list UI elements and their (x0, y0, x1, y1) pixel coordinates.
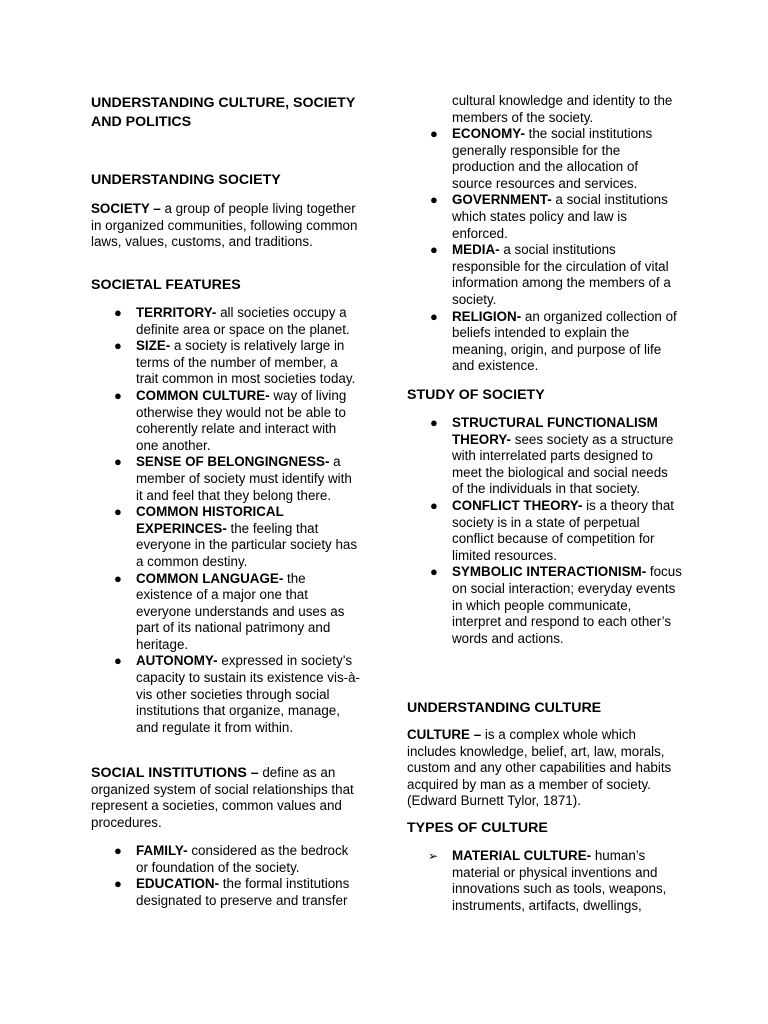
item-term: GOVERNMENT- (452, 192, 552, 208)
list-item (114, 387, 361, 454)
society-definition (91, 201, 361, 251)
social-institutions-list (114, 843, 361, 909)
item-term: RELIGION- (452, 308, 522, 324)
item-text: the feeling that everyone in the particular society has a common destiny. (136, 520, 358, 569)
culture-term: CULTURE – (407, 727, 482, 742)
item-term: TERRITORY- (136, 305, 217, 320)
item-term: SIZE- (136, 338, 171, 354)
list-item (114, 504, 361, 570)
list-item (430, 192, 680, 242)
list-item (430, 308, 680, 375)
item-text: the existence of a major one that everyone understands and uses as part of its national patrimony and heritage. (136, 570, 345, 652)
item-term: EDUCATION- (136, 876, 220, 892)
item-term: MEDIA- (452, 242, 500, 258)
culture-definition (407, 727, 682, 810)
culture-definition-text: is a complex whole which includes knowledge, belief, art, law, morals, custom and any other capabilities and habits acquired by man as a member of society. (Edward Burnett Tylor, 1871). (407, 727, 672, 809)
item-text: all societies occupy a definite area or space on the planet. (136, 305, 350, 337)
item-text: an organized collection of beliefs intended to explain the meaning, origin, and purpose of life and existence. (452, 308, 677, 374)
item-text: a social institutions which states policy and law is enforced. (452, 192, 668, 241)
list-item (114, 843, 361, 876)
item-term: ECONOMY- (452, 126, 525, 141)
item-term: COMMON HISTORICAL EXPERINCES- (136, 504, 284, 536)
heading-societal-features: SOCIETAL FEATURES (91, 277, 241, 293)
item-term: MATERIAL CULTURE- (452, 848, 592, 863)
bullet-icon: ● (114, 454, 122, 470)
item-term: SYMBOLIC INTERACTIONISM- (452, 564, 647, 580)
list-item (114, 653, 361, 736)
bullet-icon: ● (430, 126, 438, 141)
list-item (430, 126, 680, 192)
item-term: COMMON CULTURE- (136, 387, 270, 403)
item-text: expressed in society’s capacity to sustain its existence vis-à-vis other societies through social institutions that organize, manage, and regulate it from within. (136, 653, 361, 735)
list-item (428, 848, 682, 914)
bullet-icon: ● (430, 242, 438, 258)
item-text: sees society as a structure with interrelated parts designed to meet the biological and social needs of the individuals in that society. (452, 431, 674, 497)
item-term: STRUCTURAL FUNCTIONALISM THEORY- (452, 415, 658, 447)
heading-types-of-culture: TYPES OF CULTURE (407, 820, 548, 836)
bullet-icon: ● (430, 192, 438, 208)
heading-understanding-society: UNDERSTANDING SOCIETY (91, 172, 281, 188)
arrow-bullet-icon: ➢ (428, 849, 439, 863)
list-item (430, 415, 682, 498)
item-term: FAMILY- (136, 843, 188, 858)
social-institutions-definition (91, 765, 366, 831)
bullet-icon: ● (114, 843, 122, 858)
item-text: the formal institutions designated to preserve and transfer (136, 876, 350, 908)
social-institutions-text: define as an organized system of social relationships that represent a societies, common values and procedures. (91, 765, 354, 830)
item-text: the social institutions generally responsible for the production and the allocation of source resources and services. (452, 126, 653, 191)
list-item (430, 497, 682, 564)
list-item (114, 338, 361, 388)
bullet-icon: ● (114, 305, 122, 320)
bullet-icon: ● (114, 876, 122, 892)
study-of-society-list (430, 415, 682, 647)
bullet-icon: ● (114, 387, 122, 403)
list-item (114, 570, 361, 654)
bullet-icon: ● (430, 415, 438, 430)
society-definition-text: a group of people living together in organized communities, following common laws, values, customs, and traditions. (91, 201, 358, 250)
social-institutions-list-continued (430, 126, 680, 375)
item-term: AUTONOMY- (136, 653, 218, 669)
item-term: SENSE OF BELONGINGNESS- (136, 454, 330, 470)
bullet-icon: ● (430, 564, 438, 580)
bullet-icon: ● (114, 653, 122, 669)
item-text: a member of society must identify with it and feel that they belong there. (136, 454, 352, 503)
item-text: a social institutions responsible for the circulation of vital information among the members of a society. (452, 242, 671, 307)
list-item (114, 876, 361, 909)
item-text: focus on social interaction; everyday events in which people communicate, interpret and respond to each other’s words and actions. (452, 564, 682, 646)
item-text: human’s material or physical inventions and innovations such as tools, weapons, instruments, artifacts, dwellings, (452, 848, 667, 913)
education-continuation: cultural knowledge and identity to the members of the society. (452, 93, 673, 125)
social-institutions-heading: SOCIAL INSTITUTIONS – (91, 765, 259, 781)
item-term: CONFLICT THEORY- (452, 497, 583, 513)
societal-features-list (114, 305, 361, 736)
list-item (430, 242, 680, 308)
bullet-icon: ● (114, 570, 122, 586)
bullet-icon: ● (430, 308, 438, 324)
types-of-culture-list (428, 848, 682, 914)
bullet-icon: ● (114, 504, 122, 520)
item-text: way of living otherwise they would not be able to coherently relate and interact with one another. (136, 387, 347, 453)
heading-study-of-society: STUDY OF SOCIETY (407, 387, 545, 403)
list-item (114, 454, 361, 504)
item-text: considered as the bedrock or foundation of the society. (136, 843, 349, 875)
society-term: SOCIETY – (91, 201, 161, 216)
item-text: a society is relatively large in terms of the number of member, a trait common in most societies today. (136, 338, 356, 387)
item-term: COMMON LANGUAGE- (136, 570, 284, 586)
bullet-icon: ● (430, 497, 438, 513)
page-title: UNDERSTANDING CULTURE, SOCIETY AND POLITICS (91, 95, 356, 130)
item-text: is a theory that society is in a state of perpetual conflict because of competition for limited resources. (452, 497, 674, 563)
list-item (430, 564, 682, 647)
bullet-icon: ● (114, 338, 122, 354)
heading-understanding-culture: UNDERSTANDING CULTURE (407, 700, 602, 716)
list-item (114, 305, 361, 338)
